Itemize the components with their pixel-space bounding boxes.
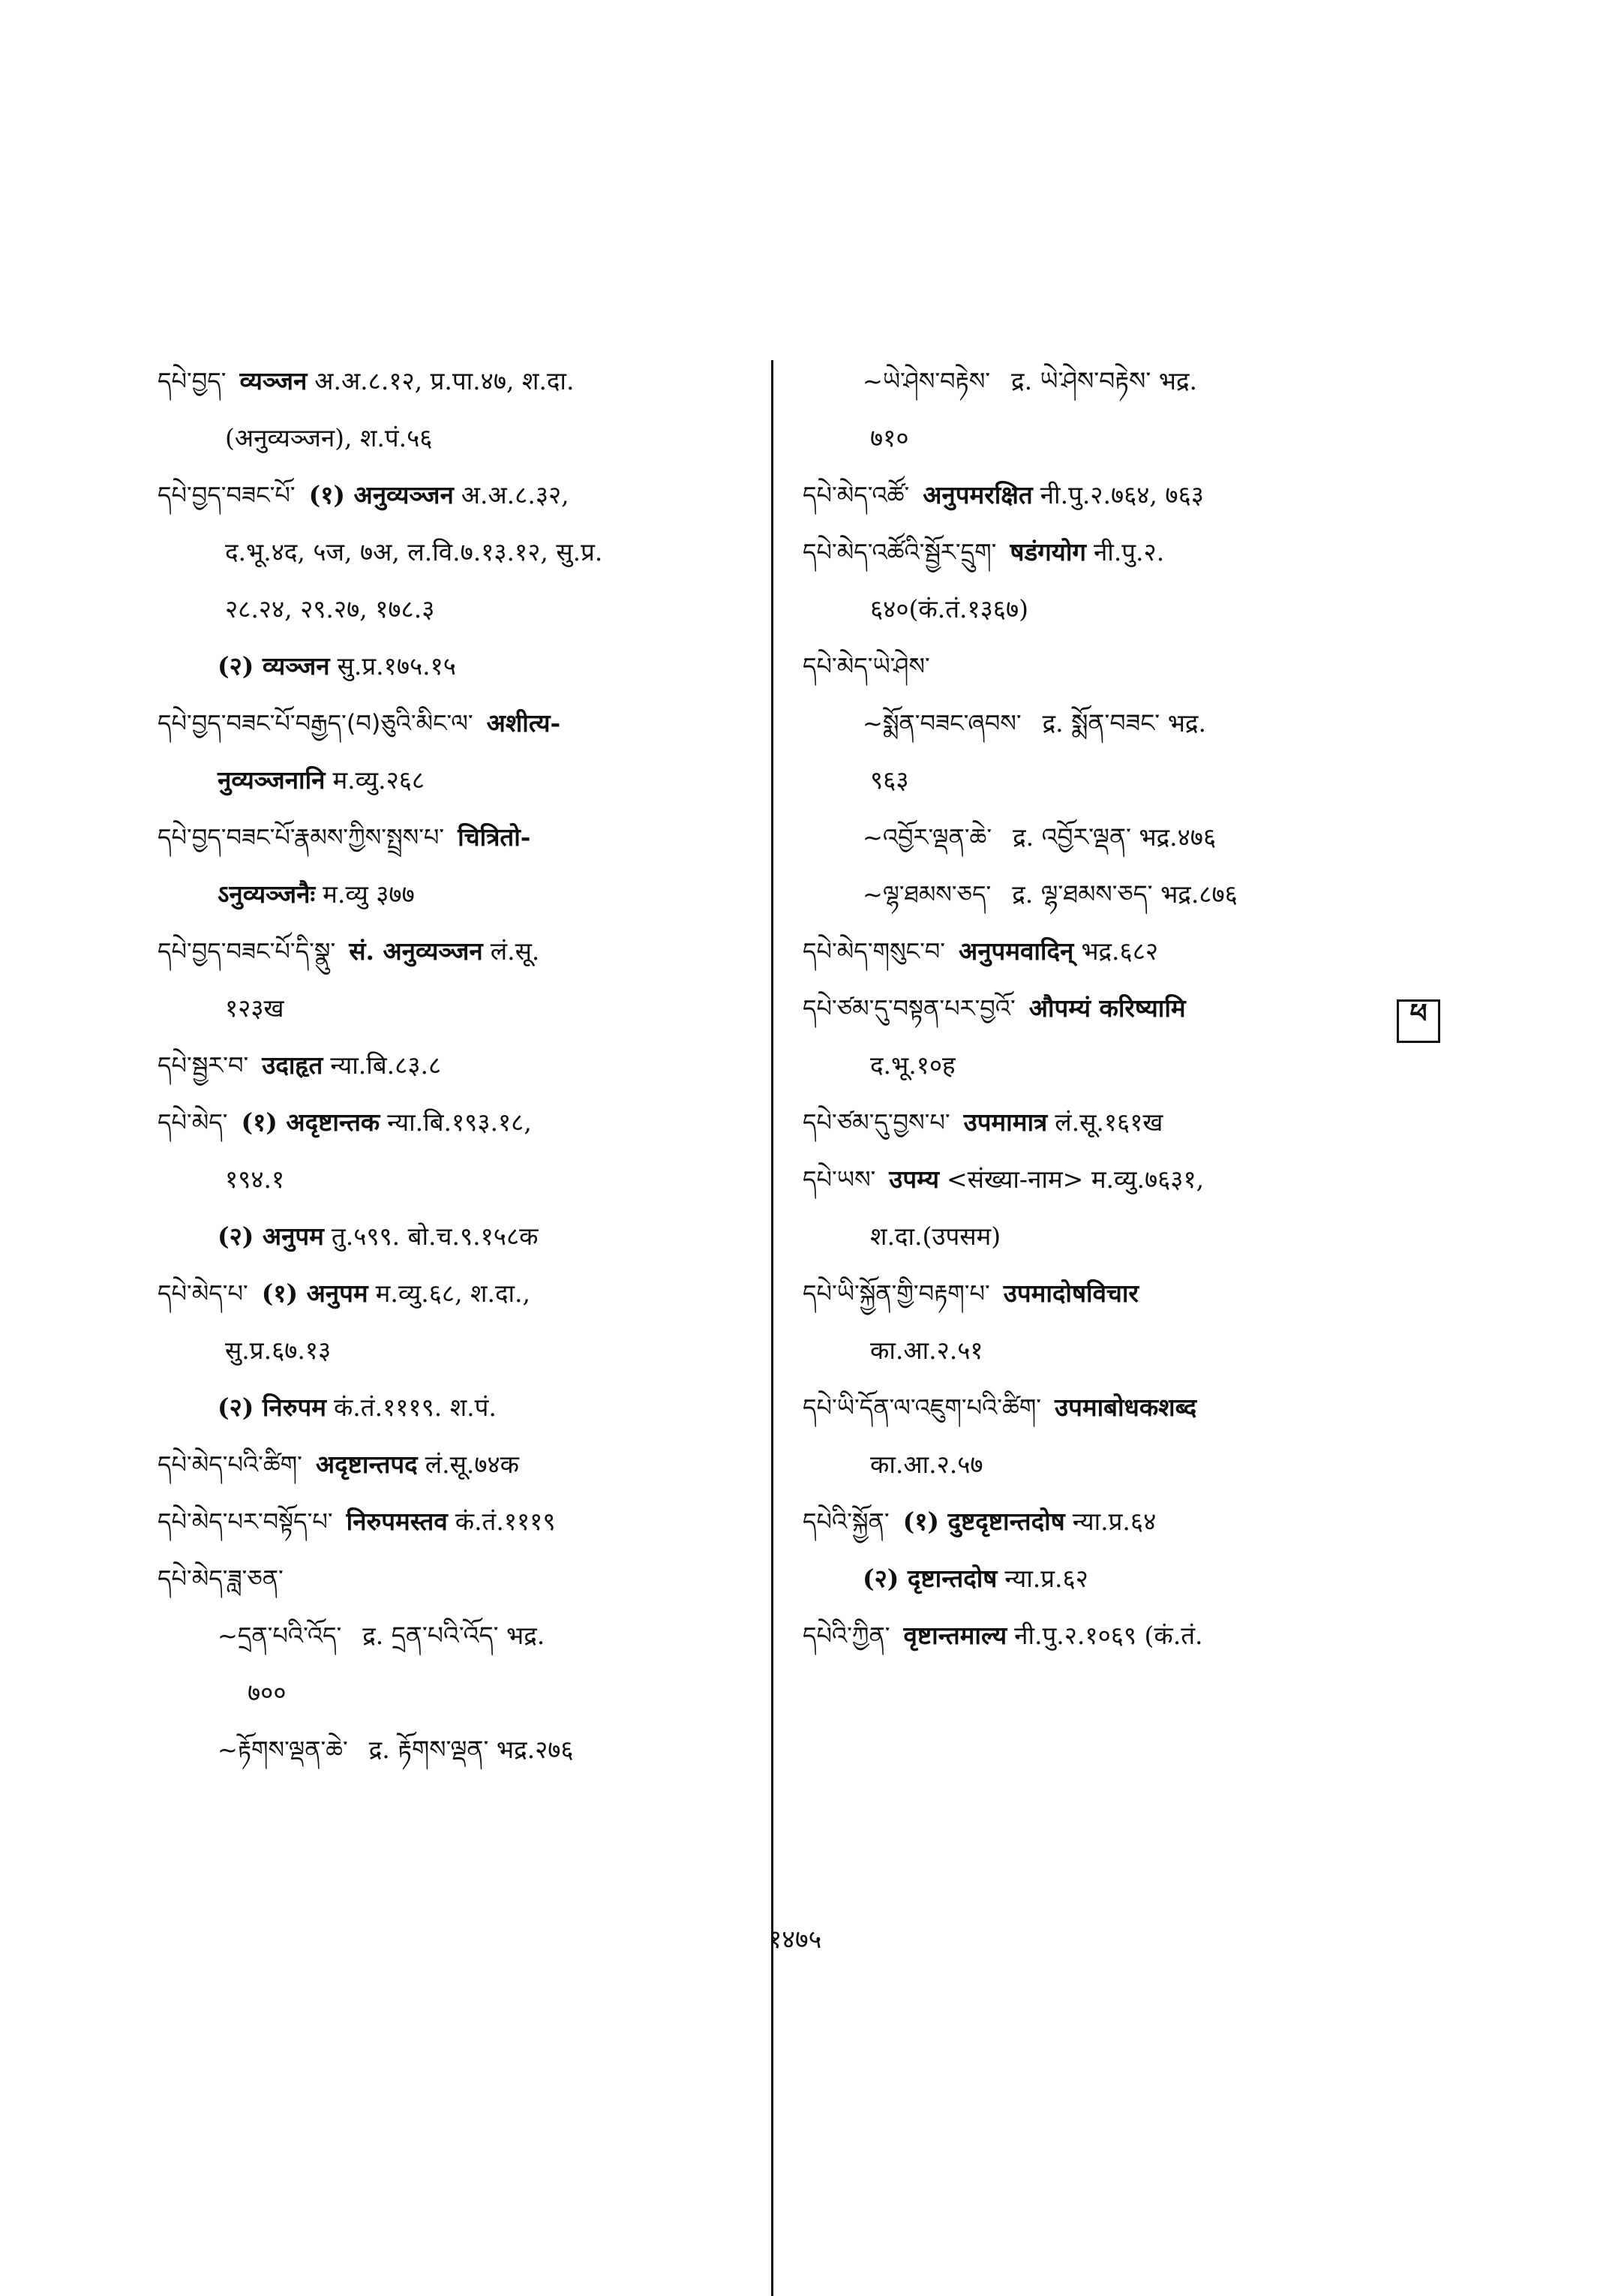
entry-sense [803, 1550, 1388, 1607]
entry-line [158, 1037, 758, 1094]
entry-line [803, 1151, 1388, 1208]
entry-line [158, 1550, 758, 1607]
tibetan-headword: དཔེ་བྱད་བཟང་པོ་རྣམས་ཀྱིས་སྤྲས་པ་ [158, 823, 445, 852]
source-reference: ९६३ [870, 765, 909, 795]
sanskrit-equivalent: अनुपमवादिन् [959, 936, 1074, 966]
source-reference: लं.सू. [490, 936, 540, 966]
page-number: १४७५ [768, 1925, 822, 1955]
source-reference: अ.अ.८.१२, प्र.पा.४७, श.दा. [314, 366, 575, 395]
source-reference: २८.२४, २९.२७, १७८.३ [225, 594, 435, 624]
entry-line [158, 1493, 758, 1550]
sanskrit-equivalent: चित्रितो- [458, 822, 531, 852]
entry-line [803, 524, 1388, 581]
entry-line [158, 1265, 758, 1322]
entry-continuation [803, 1037, 1388, 1094]
sanskrit-equivalent: उदाहृत [262, 1050, 323, 1080]
entry-subentry [803, 866, 1388, 923]
entry-continuation [803, 1322, 1388, 1379]
source-reference: १९४.१ [225, 1165, 285, 1194]
sanskrit-equivalent: (१) अनुपम [261, 1279, 368, 1308]
source-reference: का.आ.२.५७ [870, 1450, 983, 1479]
source-reference: द.भू.४द, ५ज, ७अ, ल.वि.७.१३.१२, सु.प्र. [225, 537, 603, 566]
source-reference: भद्र.६८२ [1081, 936, 1159, 966]
tibetan-headword: དཔེ་མེད་ཡེ་ཤེས་ [803, 652, 930, 681]
sanskrit-equivalent: (१) दुष्टदृष्टान्तदोष [902, 1507, 1065, 1536]
tibetan-subheadword: ~སྨོན་བཟང་ཞབས་ [863, 709, 1022, 738]
sanskrit-equivalent: उपमादोषविचार [1003, 1279, 1139, 1308]
entry-line [803, 1607, 1388, 1664]
left-column [158, 353, 758, 1778]
sanskrit-equivalent: (१) अनुव्यञ्जन [308, 480, 454, 509]
entry-line [158, 467, 758, 524]
tibetan-subheadword: ~ལྷ་ཐམས་ཅད་ [863, 880, 992, 909]
source-reference: लं.सू.१६१ख [1055, 1107, 1163, 1137]
tibetan-headword: དཔེ་བྱད་བཟང་པོ་བརྒྱད་(བ)ཅུའི་མིང་ལ་ [158, 709, 473, 738]
entry-line [158, 1436, 758, 1493]
source-reference: म.व्यु.६८, श.दा., [375, 1279, 531, 1308]
sanskrit-equivalent: (२) व्यञ्जन [218, 651, 330, 681]
sanskrit-equivalent: निरुपमस्तव [346, 1507, 448, 1536]
entry-line [158, 695, 758, 752]
tibetan-headword: དཔེ་ཙམ་དུ་བསྟན་པར་བྱའོ་ [803, 994, 1016, 1023]
entry-continuation [803, 410, 1388, 467]
entry-continuation [158, 752, 758, 809]
source-reference: म.व्यु ३७७ [323, 879, 415, 909]
entry-continuation [803, 1436, 1388, 1493]
sanskrit-equivalent: (१) अदृष्टान्तक [241, 1107, 380, 1137]
source-reference: द्र. སྨོན་བཟང་ भद्र. [1042, 708, 1206, 738]
tibetan-headword: དཔེ་མེད་གསུང་བ་ [803, 937, 946, 966]
sanskrit-equivalent: (२) अनुपम [218, 1222, 324, 1251]
tibetan-headword: དཔེ་སྦྱར་བ་ [158, 1051, 249, 1080]
tibetan-headword: དཔེ་ཡས་ [803, 1165, 876, 1194]
source-reference: ६४०(कं.तं.१३६७) [870, 594, 1029, 624]
sanskrit-equivalent: अदृष्टान्तपद [315, 1450, 418, 1479]
tibetan-headword: དཔེའི་ཀྱིན་ [803, 1621, 890, 1650]
tibetan-subheadword: ~ཡེ་ཤེས་བརྟེས་ [863, 367, 991, 395]
entry-subentry [158, 1607, 758, 1664]
sanskrit-equivalent: अनुपमरक्षित [923, 480, 1033, 509]
source-reference: द्र. དྲན་པའི་འོད་ भद्र. [362, 1621, 545, 1650]
source-reference: न्या.बि.८३.८ [330, 1050, 442, 1080]
entry-line [803, 923, 1388, 980]
entry-continuation [803, 1208, 1388, 1265]
sanskrit-equivalent: (२) निरुपम [218, 1393, 326, 1422]
tibetan-headword: དཔེ་མེད་པ་ [158, 1279, 248, 1308]
source-reference: नी.पु.२. [1093, 537, 1165, 566]
entry-line [803, 638, 1388, 695]
entry-sense [158, 1379, 758, 1436]
entry-continuation [158, 1664, 758, 1721]
source-reference: द्र. ཡེ་ཤེས་བརྟེས་ भद्र. [1011, 366, 1197, 395]
entry-continuation [803, 752, 1388, 809]
tibetan-subheadword: ~དྲན་པའི་འོད་ [218, 1621, 342, 1650]
tibetan-headword: དཔེ་ཡི་སྐྱོན་གྱི་བརྟག་པ་ [803, 1279, 990, 1308]
entry-subentry [803, 695, 1388, 752]
source-reference: तु.५९९. बो.च.९.१५८क [331, 1222, 539, 1251]
tibetan-subheadword: ~འབྱོར་ལྡན་ཆེ་ [863, 823, 992, 852]
sanskrit-equivalent: व्यञ्जन [239, 366, 308, 395]
entry-continuation [158, 524, 758, 581]
sanskrit-equivalent: उपम्य [889, 1165, 939, 1194]
sanskrit-equivalent: षडंगयोग [1010, 537, 1086, 566]
entry-subentry [803, 353, 1388, 410]
tibetan-headword: དཔེ་མེད་ [158, 1108, 228, 1137]
tibetan-headword: དཔེ་མེད་པར་བསྟོད་པ་ [158, 1507, 333, 1536]
source-reference: कं.तं.१११९ [455, 1507, 556, 1536]
entry-line [158, 809, 758, 866]
source-reference: ७०० [248, 1678, 287, 1707]
entry-sense [158, 638, 758, 695]
entry-line [158, 353, 758, 410]
source-reference: न्या.प्र.६४ [1072, 1507, 1157, 1536]
source-reference: श.दा.(उपसम) [870, 1222, 1001, 1251]
source-reference: <संख्या-नाम> म.व्यु.७६३१, [946, 1165, 1205, 1194]
tibetan-subheadword: ~རྟོགས་ལྡན་ཆེ་ [218, 1736, 348, 1764]
entry-continuation [158, 1151, 758, 1208]
entry-continuation [158, 866, 758, 923]
sanskrit-equivalent: सं. अनुव्यञ्जन [349, 936, 483, 966]
source-reference: नी.पु.२.७६४, ७६३ [1040, 480, 1204, 509]
tibetan-headword: དཔེ་བྱད་བཟང་པོ་དི་སྣུ་ [158, 937, 336, 966]
source-reference: नी.पु.२.१०६९ (कं.तं. [1014, 1621, 1203, 1650]
tibetan-headword: དཔེ་བྱད་བཟང་པོ་ [158, 481, 296, 509]
tibetan-headword: དཔེ་མེད་འཚོའི་སྦྱོར་དྲུག་ [803, 538, 997, 566]
source-reference: १२३ख [225, 993, 284, 1023]
tibetan-headword: དཔེ་བྱད་ [158, 367, 227, 395]
entry-continuation [158, 1322, 758, 1379]
entry-line [803, 1379, 1388, 1436]
sanskrit-equivalent: औपम्यं करिष्यामि [1028, 993, 1186, 1023]
source-reference: ७१० [870, 423, 909, 452]
source-reference: लं.सू.७४क [425, 1450, 520, 1479]
source-reference: अ.अ.८.३२, [461, 480, 569, 509]
sanskrit-equivalent: ऽनुव्यञ्जनैः [218, 879, 316, 909]
sanskrit-equivalent: (२) दृष्टान्तदोष [863, 1564, 998, 1593]
tibetan-headword: དཔེ་མེད་པའི་ཚིག་ [158, 1450, 302, 1479]
entry-line [803, 467, 1388, 524]
sanskrit-equivalent: नुव्यञ्जनानि [218, 765, 326, 795]
entry-continuation [158, 980, 758, 1037]
entry-continuation [158, 410, 758, 467]
source-reference: न्या.प्र.६२ [1004, 1564, 1088, 1593]
source-reference: न्या.बि.१९३.१८, [387, 1107, 532, 1137]
sanskrit-equivalent: उपमाबोधकशब्द [1055, 1393, 1197, 1422]
entry-subentry [158, 1721, 758, 1778]
entry-line [803, 980, 1388, 1037]
tibetan-headword: དཔེའི་སྐྱོན་ [803, 1507, 890, 1536]
entry-line [803, 1493, 1388, 1550]
section-thumb-tab: ཕ [1397, 999, 1440, 1043]
source-reference: सु.प्र.६७.१३ [225, 1336, 332, 1365]
entry-line [158, 923, 758, 980]
right-column [803, 353, 1388, 1664]
tibetan-headword: དཔེ་ཡི་དོན་ལ་འཇུག་པའི་ཚིག་ [803, 1393, 1042, 1422]
entry-continuation [803, 581, 1388, 638]
source-reference: द्र. རྟོགས་ལྡན་ भद्र.२७६ [368, 1735, 574, 1764]
sanskrit-equivalent: उपमामात्र [963, 1107, 1048, 1137]
entry-subentry [803, 809, 1388, 866]
tibetan-headword: དཔེ་མེད་འཚོ་ [803, 481, 910, 509]
tibetan-headword: དཔེ་ཙམ་དུ་བྱས་པ་ [803, 1108, 950, 1137]
entry-continuation [158, 581, 758, 638]
source-reference: सु.प्र.१७५.१५ [337, 651, 456, 681]
source-reference: द्र. ལྷ་ཐམས་ཅད་ भद्र.८७६ [1012, 879, 1238, 909]
source-reference: म.व्यु.२६८ [332, 765, 425, 795]
tibetan-headword: དཔེ་མེད་ཟླ་ཅན་ [158, 1564, 284, 1593]
source-reference: द.भू.१०ह [870, 1050, 956, 1080]
sanskrit-equivalent: वृष्टान्तमाल्य [903, 1621, 1007, 1650]
source-reference: कं.तं.१११९. श.पं. [333, 1393, 497, 1422]
sanskrit-equivalent: अशीत्य- [486, 708, 561, 738]
source-reference: द्र. འབྱོར་ལྡན་ भद्र.४७६ [1013, 822, 1217, 852]
entry-line [803, 1094, 1388, 1151]
entry-sense [158, 1208, 758, 1265]
source-reference: (अनुव्यञ्जन), श.पं.५६ [225, 423, 433, 452]
column-divider [771, 360, 773, 2296]
source-reference: का.आ.२.५१ [870, 1336, 983, 1365]
entry-line [158, 1094, 758, 1151]
entry-line [803, 1265, 1388, 1322]
